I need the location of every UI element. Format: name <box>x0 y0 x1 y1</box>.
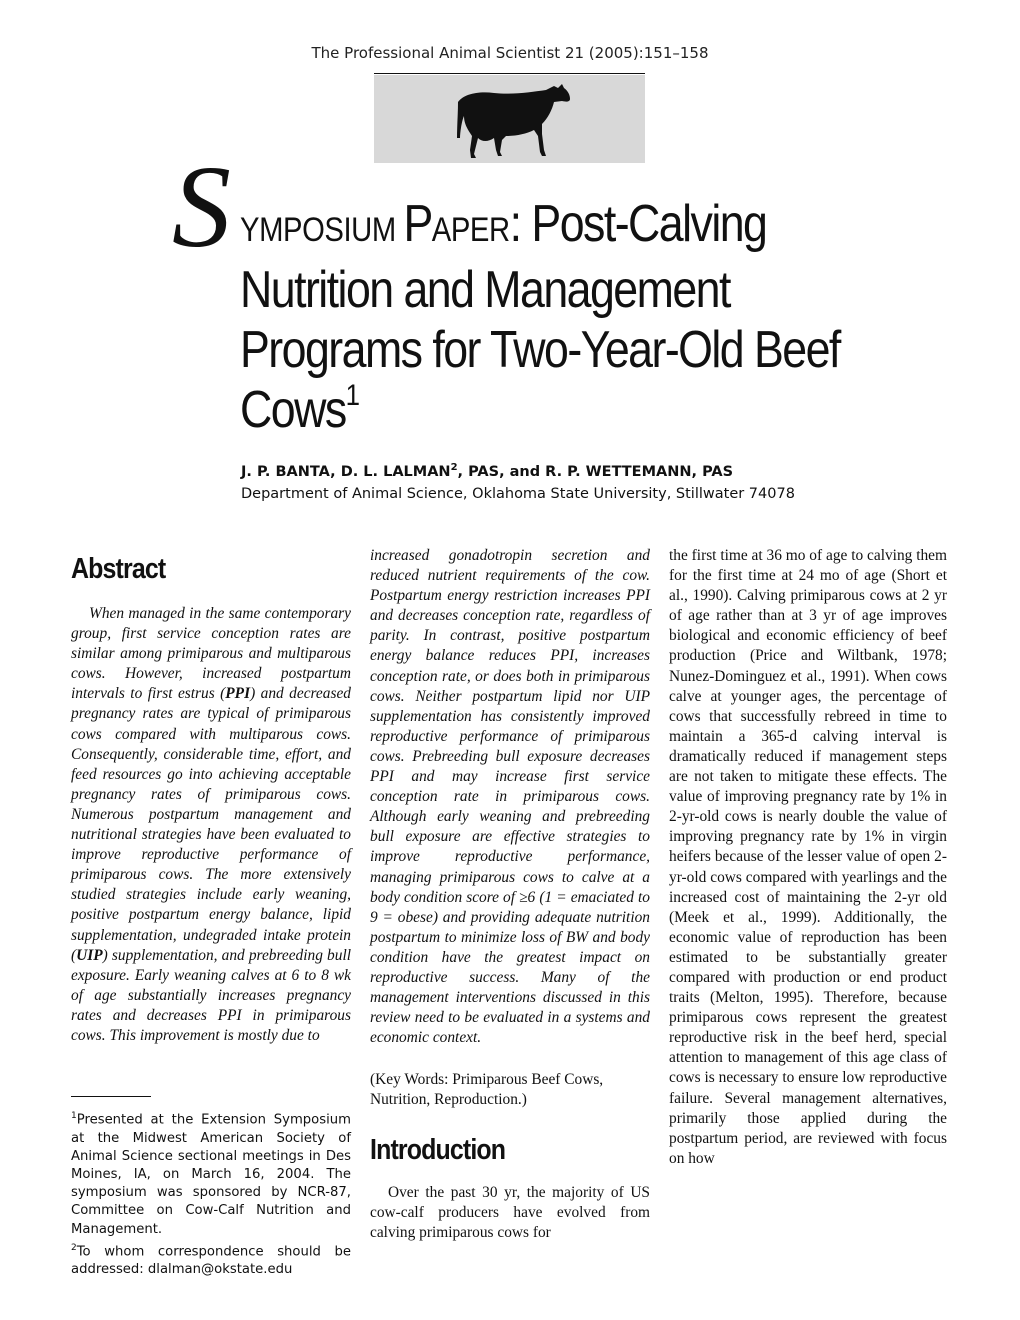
abstract-text-3: ) supplementation, and prebreeding bull exposure. Early weaning calves at 6 to 8 wk of age substantially increases pregnancy rates and decreases PPI in primiparous cows. This improvement is mostly due to <box>71 946 351 1044</box>
key-words: (Key Words: Primiparous Beef Cows, Nutrition, Reproduction.) <box>370 1071 604 1109</box>
abstract-continued: increased gonadotropin secretion and reduced nutrient requirements of the cow. Postpartum energy restriction increases PPI and decreases conception rate, regardless of parity. In contrast, positive postpartum energy balance reduces PPI, increases conception rate, or does both in primiparous cows. Neither postpartum lipid nor UIP supplementation has consistently improved reproductive performance of primiparous cows. Prebreeding bull exposure decreases PPI and may increase first service conception rate in primiparous cows. Although early weaning and prebreeding bull exposure are effective strategies to improve reproductive performance, managing primiparous cows to calve at a body condition score of ≥6 (1 = emaciated to 9 = obese) and providing adequate nutrition postpartum to minimize loss of BW and body condition have the greatest impact on reproductive success. Many of the management interventions discussed in this review need to be evaluated in a systems and economic context. <box>370 547 650 1047</box>
title-drop-cap: S <box>172 141 231 272</box>
introduction-paragraph: Over the past 30 yr, the majority of US cow-calf producers have evolved from calving primiparous cows for <box>370 1183 650 1241</box>
journal-logo <box>374 75 645 163</box>
title-footnote-mark: 1 <box>345 379 359 412</box>
title-cap-p: P <box>403 195 432 253</box>
authors-part1: J. P. BANTA, D. L. LALMAN <box>241 463 451 480</box>
footnotes <box>71 1107 351 1280</box>
abstract-paragraph <box>71 604 351 1046</box>
journal-citation: The Professional Animal Scientist 21 (2005):151–158 <box>311 44 709 62</box>
affiliation: Department of Animal Science, Oklahoma State University, Stillwater 74078 <box>241 486 795 502</box>
footnote-2-mark: 2 <box>71 1242 77 1253</box>
abstract-text-1: When managed in the same contemporary group, first service conception rates are similar among primiparous and multiparous cows. However, increased postpartum intervals to first estrus ( <box>71 605 351 703</box>
column-2 <box>370 546 650 1243</box>
abstract-heading: Abstract <box>71 553 166 585</box>
footnote-1-text: Presented at the Extension Symposium at the Midwest American Society of Animal Science sectional meetings in Des Moines, IA, on March 16, 2004. The symposium was sponsored by NCR-87, Committee on Cow-Calf Nutrition and Management. <box>71 1112 351 1237</box>
paper-title <box>240 194 842 440</box>
introduction-continued: the first time at 36 mo of age to calving them for the first time at 24 mo of age (Short et al., 1990). Calving primiparous cows at 2 yr of age rather than at 3 yr of age improves biological and economic efficiency of beef production (Price and Wiltbank, 1978; Nunez-Dominguez et al., 1991). When cows calve at younger ages, the percentage of cows that successfully rebreed in time to maintain a 365-d calving interval is dramatically reduced if management steps are not taken to mitigate these effects. The value of improving pregnancy rate by 1% in 2-yr-old cows is nearly double the value of improving pregnancy rate by 1% in virgin heifers because of the lesser value of open 2-yr-old cows compared with yearlings and the increased cost of maintaining the 2-yr old (Meek et al., 1999). Additionally, the economic value of reproduction has been estimated to be substantially greater compared with production or end product traits (Melton, 1995). Therefore, because primiparous cows represent the greatest reproductive risk in the beef herd, special attention to management of this age class of cows is necessary to ensure low reproductive failure. Several management alternatives, primarily those applied during the postpartum period, are reviewed with focus on how <box>669 547 947 1167</box>
header-rule <box>374 73 645 74</box>
abstract-bold-ppi: PPI <box>225 685 251 703</box>
introduction-heading: Introduction <box>370 1133 506 1166</box>
author-footnote-mark: 2 <box>450 462 458 473</box>
authors-part2: , PAS, and R. P. WETTEMANN, PAS <box>457 463 734 480</box>
abstract-bold-uip: UIP <box>76 946 103 964</box>
title-small-caps-1: YMPOSIUM <box>240 211 404 249</box>
footnote-1-mark: 1 <box>71 1111 77 1121</box>
footnote-2-text: To whom correspondence should be addressed: dlalman@okstate.edu <box>71 1244 351 1278</box>
authors <box>241 462 733 480</box>
footnote-rule <box>71 1096 151 1097</box>
footnote-1 <box>71 1107 351 1239</box>
abstract-text-2: ) and decreased pregnancy rates are typical of primiparous cows compared with multiparous cows. Consequently, considerable time, effort, and feed resources go into achieving acceptable pregnancy rates of primiparous cows. Numerous postpartum management and nutritional strategies have been evaluated to improve reproductive performance of primiparous cows. The more extensively studied strategies include early weaning, positive postpartum energy balance, lipid supplementation, undegraded intake protein ( <box>71 685 351 964</box>
title-main: : Post-Calving Nutrition and Management Programs for Two-Year-Old Beef Cows <box>240 195 840 439</box>
column-1 <box>71 552 351 1046</box>
cow-silhouette-icon <box>454 80 572 160</box>
title-small-caps-2: APER <box>431 211 510 249</box>
column-3 <box>669 546 947 1169</box>
footnote-2 <box>71 1239 351 1280</box>
